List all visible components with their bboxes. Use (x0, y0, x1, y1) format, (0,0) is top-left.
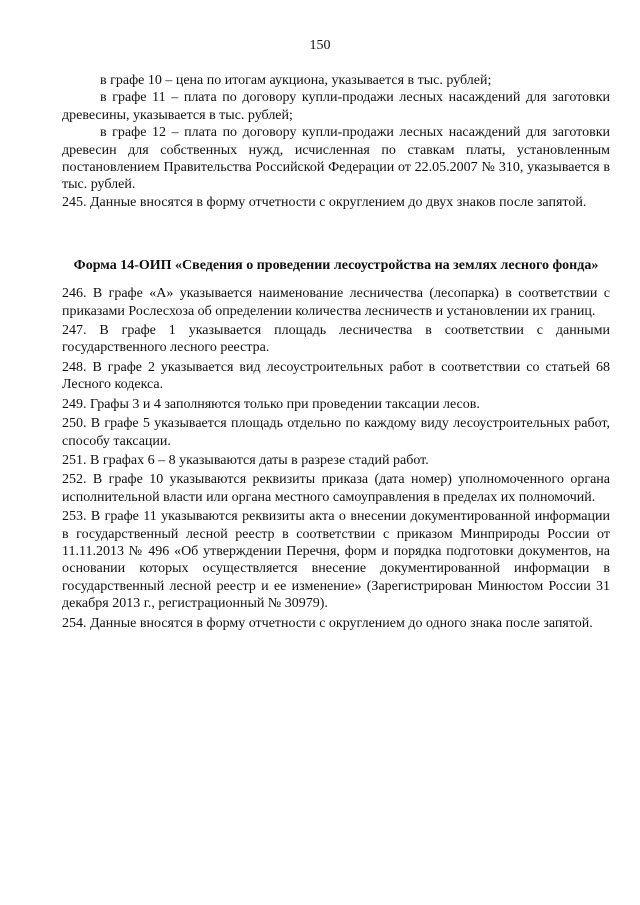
page-number: 150 (309, 38, 331, 53)
document-body (62, 72, 610, 634)
list-item: 253. В графе 11 указываются реквизиты акта о внесении документированной информации в государственный лесной реестр в соответствии с приказом Минприроды России от 11.11.2013 № 496 «Об утверждении Перечня, форм и порядка подготовки документов, на основании которых осуществляется внесение документированной информации в государственный лесной реестр и ее изменение» (Зарегистрирован Минюстом России 31 декабря 2013 г., регистрационный № 30979). (62, 509, 610, 612)
paragraph-graph-12: в графе 12 – плата по договору купли-продажи лесных насаждений для заготовки древесин для собственных нужд, исчисленная по ставкам платы, установленным постановлением Правительства Российской Федерации от 22.05.2007 № 310, указывается в тыс. рублей. (62, 125, 610, 193)
list-item: 247. В графе 1 указывается площадь лесничества в соответствии с данными государственного лесного реестра. (62, 323, 610, 356)
paragraph-graph-11: в графе 11 – плата по договору купли-продажи лесных насаждений для заготовки древесины, указывается в тыс. рублей; (62, 90, 610, 123)
list-item: 250. В графе 5 указывается площадь отдельно по каждому виду лесоустроительных работ, способу таксации. (62, 416, 610, 449)
paragraph-item-245: 245. Данные вносятся в форму отчетности с округлением до двух знаков после запятой. (62, 194, 587, 210)
section-heading: Форма 14-ОИП «Сведения о проведении лесоустройства на землях лесного фонда» (73, 258, 599, 274)
list-item: 248. В графе 2 указывается вид лесоустроительных работ в соответствии со статьей 68 Лесного кодекса. (62, 359, 610, 393)
items-list (62, 285, 610, 632)
list-item: 252. В графе 10 указываются реквизиты приказа (дата номер) уполномоченного органа исполнительной власти или органа местного самоуправления в пределах их полномочий. (62, 472, 610, 505)
list-item: 246. В графе «А» указывается наименование лесничества (лесопарка) в соответствии с приказами Рослесхоза об определении количества лесничеств и установлении их границ. (62, 286, 610, 319)
list-item: 251. В графах 6 – 8 указываются даты в разрезе стадий работ. (62, 452, 429, 468)
paragraph-graph-10: в графе 10 – цена по итогам аукциона, указывается в тыс. рублей; (100, 73, 492, 88)
list-item: 254. Данные вносятся в форму отчетности с округлением до одного знака после запятой. (62, 615, 593, 631)
list-item: 249. Графы 3 и 4 заполняются только при проведении таксации лесов. (62, 396, 480, 412)
